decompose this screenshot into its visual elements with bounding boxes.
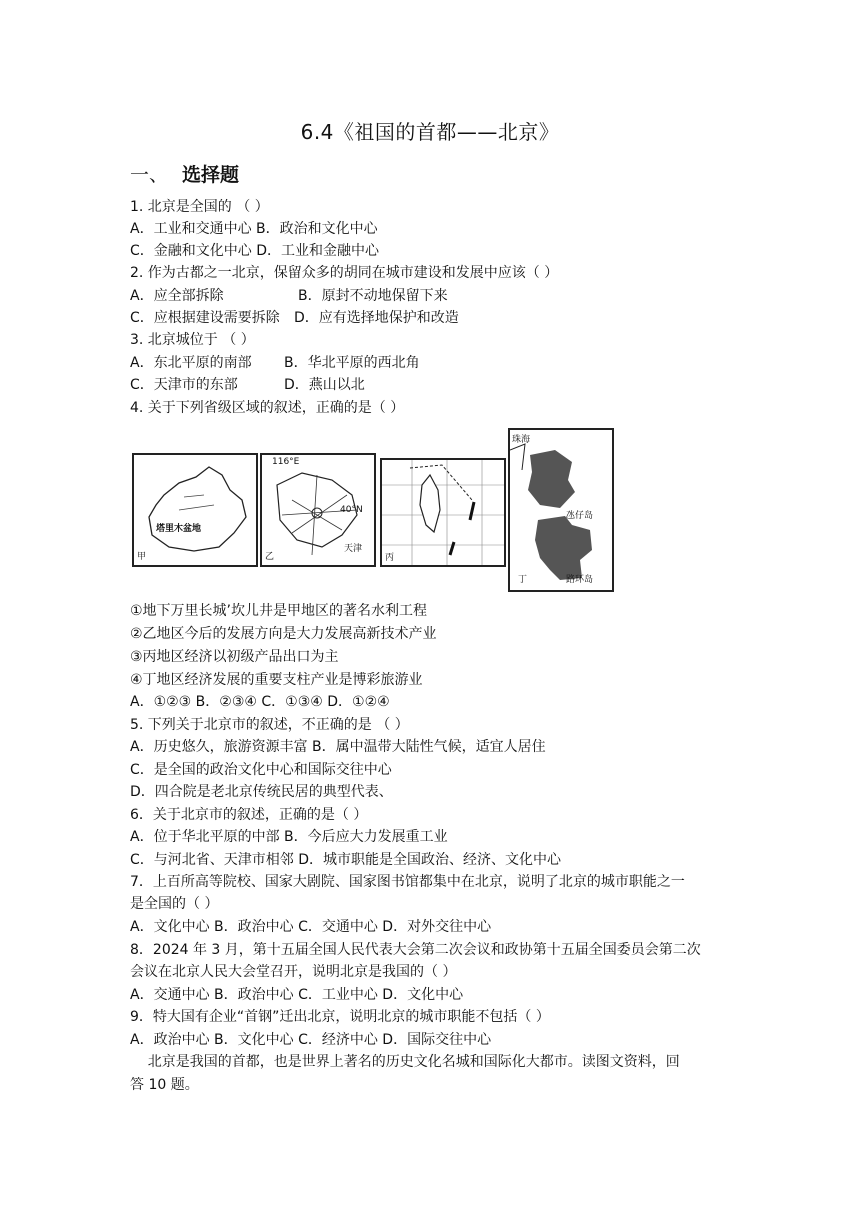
question-4-statement-2: ②乙地区今后的发展方向是大力发展高新技术产业 bbox=[130, 626, 437, 642]
question-3-option-c: C．天津市的东部 bbox=[130, 377, 238, 393]
question-6-options-cd: C．与河北省、天津市相邻 D．城市职能是全国政治、经济、文化中心 bbox=[130, 852, 562, 868]
map-basin-label: 塔里木盆地 bbox=[156, 524, 202, 534]
map-zhuhai-label: 珠海 bbox=[512, 435, 531, 445]
question-3-option-a: A．东北平原的南部 bbox=[130, 355, 252, 371]
xinjiang-outline-icon bbox=[134, 455, 256, 565]
map-bing-label: 丙 bbox=[385, 553, 395, 563]
question-7-options: A．文化中心 B．政治中心 C．交通中心 D．对外交往中心 bbox=[130, 919, 492, 935]
question-3-stem: 3. 北京城位于 （ ） bbox=[130, 332, 255, 348]
question-4-stem: 4. 关于下列省级区域的叙述，正确的是（ ） bbox=[130, 400, 405, 416]
map-bing bbox=[380, 458, 506, 567]
page-title: 6.4《祖国的首都——北京》 bbox=[300, 120, 560, 144]
question-4-options: A．①②③ B．②③④ C．①③④ D．①②④ bbox=[130, 694, 390, 710]
map-luhuan-label: 路环岛 bbox=[566, 575, 594, 585]
question-3-option-b: B．华北平原的西北角 bbox=[284, 355, 420, 371]
question-8-options: A．交通中心 B．政治中心 C．工业中心 D．文化中心 bbox=[130, 987, 464, 1003]
intro-paragraph-line-2: 答 10 题。 bbox=[130, 1077, 199, 1093]
macau-outline-icon bbox=[510, 430, 612, 590]
map-jia bbox=[132, 453, 258, 567]
question-7-stem-line-2: 是全国的（ ） bbox=[130, 896, 219, 912]
question-2-option-d: D．应有选择地保护和改造 bbox=[294, 310, 459, 326]
question-9-stem: 9．特大国有企业“首钢”迁出北京，说明北京的城市职能不包括（ ） bbox=[130, 1009, 550, 1025]
question-4-maps bbox=[130, 428, 620, 593]
map-tianjin-label: 天津 bbox=[344, 544, 363, 554]
map-yi-label: 乙 bbox=[265, 552, 275, 562]
question-6-stem: 6．关于北京市的叙述，正确的是（ ） bbox=[130, 807, 368, 823]
question-2-option-b: B．原封不动地保留下来 bbox=[298, 288, 448, 304]
question-4-statement-4: ④丁地区经济发展的重要支柱产业是博彩旅游业 bbox=[130, 672, 423, 688]
question-5-option-d: D．四合院是老北京传统民居的典型代表、 bbox=[130, 784, 393, 800]
map-ding-label: 丁 bbox=[518, 575, 528, 585]
question-2-stem: 2. 作为古都之一北京，保留众多的胡同在城市建设和发展中应该（ ） bbox=[130, 265, 559, 281]
question-5-stem: 5. 下列关于北京市的叙述，不正确的是 （ ） bbox=[130, 717, 409, 733]
question-5-options-ab: A．历史悠久，旅游资源丰富 B．属中温带大陆性气候，适宜人居住 bbox=[130, 739, 546, 755]
intro-paragraph-line-1: 北京是我国的首都，也是世界上著名的历史文化名城和国际化大都市。读图文资料，回 bbox=[130, 1054, 680, 1070]
question-9-options: A．政治中心 B．文化中心 C．经济中心 D．国际交往中心 bbox=[130, 1032, 492, 1048]
question-5-option-c: C．是全国的政治文化中心和国际交往中心 bbox=[130, 762, 392, 778]
question-2-option-a: A．应全部拆除 bbox=[130, 288, 224, 304]
question-8-stem-line-2: 会议在北京人民大会堂召开，说明北京是我国的（ ） bbox=[130, 964, 457, 980]
question-1-options-ab: A．工业和交通中心 B．政治和文化中心 bbox=[130, 221, 378, 237]
question-8-stem-line-1: 8．2024 年 3 月，第十五届全国人民代表大会第二次会议和政协第十五届全国委员会第二次 bbox=[130, 942, 701, 958]
question-4-statement-3: ③丙地区经济以初级产品出口为主 bbox=[130, 649, 339, 665]
question-6-options-ab: A．位于华北平原的中部 B．今后应大力发展重工业 bbox=[130, 829, 448, 845]
map-jia-label: 甲 bbox=[137, 552, 147, 562]
taiwan-outline-icon bbox=[382, 460, 504, 565]
map-yi bbox=[260, 453, 376, 567]
map-lat-label: 40°N bbox=[340, 505, 363, 515]
question-2-option-c: C．应根据建设需要拆除 bbox=[130, 310, 280, 326]
map-ding bbox=[508, 428, 614, 592]
map-lon-label: 116°E bbox=[272, 457, 300, 467]
question-1-stem: 1. 北京是全国的 （ ） bbox=[130, 199, 269, 215]
question-1-options-cd: C．金融和文化中心 D．工业和金融中心 bbox=[130, 243, 380, 259]
question-3-option-d: D．燕山以北 bbox=[284, 377, 365, 393]
question-4-statement-1: ①地下万里长城’坎儿井是甲地区的著名水利工程 bbox=[130, 603, 427, 619]
section-number: 一、 bbox=[130, 164, 169, 186]
section-heading bbox=[130, 160, 239, 187]
question-7-stem-line-1: 7．上百所高等院校、国家大剧院、国家图书馆都集中在北京，说明了北京的城市职能之一 bbox=[130, 874, 685, 890]
map-taizai-label: 氹仔岛 bbox=[566, 511, 594, 521]
section-label: 选择题 bbox=[182, 164, 240, 186]
